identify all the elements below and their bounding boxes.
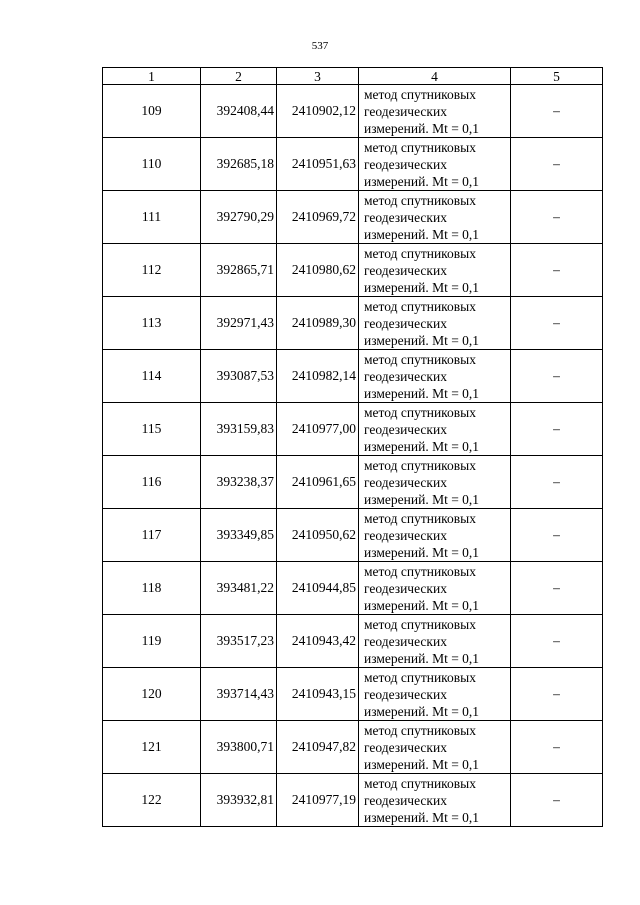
method-line-3: измерений. Mt = 0,1 [364,544,480,560]
x-coordinate-cell: 392865,71 [201,244,277,297]
y-coordinate-cell: 2410950,62 [277,509,359,562]
method-line-2: геодезических [364,686,447,702]
y-coordinate-cell: 2410982,14 [277,350,359,403]
method-cell [359,403,511,456]
method-line-1: метод спутниковых [364,245,476,261]
note-cell: – [511,191,603,244]
header-col-5: 5 [511,68,603,85]
method-line-2: геодезических [364,474,447,490]
note-cell: – [511,668,603,721]
method-line-1: метод спутниковых [364,192,476,208]
method-line-3: измерений. Mt = 0,1 [364,385,480,401]
method-line-3: измерений. Mt = 0,1 [364,332,480,348]
x-coordinate-cell: 393714,43 [201,668,277,721]
table-row [103,85,603,138]
method-line-3: измерений. Mt = 0,1 [364,703,480,719]
method-line-2: геодезических [364,739,447,755]
x-coordinate-cell: 393238,37 [201,456,277,509]
method-cell [359,456,511,509]
method-line-1: метод спутниковых [364,351,476,367]
method-line-3: измерений. Mt = 0,1 [364,226,480,242]
x-coordinate-cell: 393932,81 [201,774,277,827]
method-cell [359,615,511,668]
y-coordinate-cell: 2410961,65 [277,456,359,509]
x-coordinate-cell: 393087,53 [201,350,277,403]
method-line-2: геодезических [364,527,447,543]
method-line-1: метод спутниковых [364,510,476,526]
method-line-2: геодезических [364,792,447,808]
point-id-cell: 118 [103,562,201,615]
note-cell: – [511,138,603,191]
method-cell [359,85,511,138]
method-line-1: метод спутниковых [364,775,476,791]
method-line-1: метод спутниковых [364,722,476,738]
method-line-1: метод спутниковых [364,86,476,102]
coordinates-table [102,67,603,827]
method-cell [359,562,511,615]
y-coordinate-cell: 2410947,82 [277,721,359,774]
point-id-cell: 109 [103,85,201,138]
note-cell: – [511,562,603,615]
y-coordinate-cell: 2410980,62 [277,244,359,297]
method-line-2: геодезических [364,103,447,119]
method-cell [359,244,511,297]
point-id-cell: 115 [103,403,201,456]
header-col-1: 1 [103,68,201,85]
method-cell [359,297,511,350]
y-coordinate-cell: 2410951,63 [277,138,359,191]
method-cell [359,509,511,562]
x-coordinate-cell: 393159,83 [201,403,277,456]
method-line-1: метод спутниковых [364,298,476,314]
method-line-1: метод спутниковых [364,404,476,420]
point-id-cell: 111 [103,191,201,244]
table-row [103,403,603,456]
method-line-3: измерений. Mt = 0,1 [364,173,480,189]
method-line-3: измерений. Mt = 0,1 [364,438,480,454]
header-row [103,68,603,85]
table-header [103,68,603,85]
method-line-2: геодезических [364,315,447,331]
table-row [103,350,603,403]
point-id-cell: 120 [103,668,201,721]
point-id-cell: 119 [103,615,201,668]
method-line-1: метод спутниковых [364,457,476,473]
y-coordinate-cell: 2410989,30 [277,297,359,350]
y-coordinate-cell: 2410943,42 [277,615,359,668]
x-coordinate-cell: 392971,43 [201,297,277,350]
y-coordinate-cell: 2410969,72 [277,191,359,244]
y-coordinate-cell: 2410977,19 [277,774,359,827]
table-row [103,191,603,244]
table-body [103,85,603,827]
header-col-4: 4 [359,68,511,85]
method-line-1: метод спутниковых [364,669,476,685]
method-line-1: метод спутниковых [364,616,476,632]
point-id-cell: 110 [103,138,201,191]
note-cell: – [511,297,603,350]
header-col-3: 3 [277,68,359,85]
method-cell [359,350,511,403]
table-row [103,456,603,509]
point-id-cell: 114 [103,350,201,403]
y-coordinate-cell: 2410943,15 [277,668,359,721]
point-id-cell: 113 [103,297,201,350]
method-line-3: измерений. Mt = 0,1 [364,756,480,772]
y-coordinate-cell: 2410977,00 [277,403,359,456]
x-coordinate-cell: 393800,71 [201,721,277,774]
table-row [103,668,603,721]
method-line-2: геодезических [364,156,447,172]
method-cell [359,774,511,827]
method-line-2: геодезических [364,209,447,225]
point-id-cell: 112 [103,244,201,297]
note-cell: – [511,85,603,138]
point-id-cell: 116 [103,456,201,509]
x-coordinate-cell: 393481,22 [201,562,277,615]
note-cell: – [511,509,603,562]
method-line-2: геодезических [364,580,447,596]
x-coordinate-cell: 392408,44 [201,85,277,138]
method-line-2: геодезических [364,633,447,649]
x-coordinate-cell: 393517,23 [201,615,277,668]
method-cell [359,138,511,191]
method-line-3: измерений. Mt = 0,1 [364,491,480,507]
table-row [103,562,603,615]
x-coordinate-cell: 393349,85 [201,509,277,562]
method-cell [359,668,511,721]
note-cell: – [511,456,603,509]
point-id-cell: 117 [103,509,201,562]
table-row [103,509,603,562]
note-cell: – [511,721,603,774]
method-line-3: измерений. Mt = 0,1 [364,650,480,666]
note-cell: – [511,403,603,456]
method-line-2: геодезических [364,368,447,384]
x-coordinate-cell: 392790,29 [201,191,277,244]
method-line-3: измерений. Mt = 0,1 [364,809,480,825]
y-coordinate-cell: 2410944,85 [277,562,359,615]
note-cell: – [511,350,603,403]
table-row [103,774,603,827]
point-id-cell: 122 [103,774,201,827]
method-cell [359,191,511,244]
table-row [103,244,603,297]
y-coordinate-cell: 2410902,12 [277,85,359,138]
table-row [103,615,603,668]
table-row [103,721,603,774]
method-line-1: метод спутниковых [364,563,476,579]
table-row [103,138,603,191]
page-number: 537 [311,40,329,52]
method-line-3: измерений. Mt = 0,1 [364,120,480,136]
method-line-2: геодезических [364,421,447,437]
method-line-3: измерений. Mt = 0,1 [364,597,480,613]
method-line-1: метод спутниковых [364,139,476,155]
note-cell: – [511,244,603,297]
method-line-2: геодезических [364,262,447,278]
method-line-3: измерений. Mt = 0,1 [364,279,480,295]
header-col-2: 2 [201,68,277,85]
method-cell [359,721,511,774]
table-row [103,297,603,350]
note-cell: – [511,774,603,827]
point-id-cell: 121 [103,721,201,774]
x-coordinate-cell: 392685,18 [201,138,277,191]
note-cell: – [511,615,603,668]
